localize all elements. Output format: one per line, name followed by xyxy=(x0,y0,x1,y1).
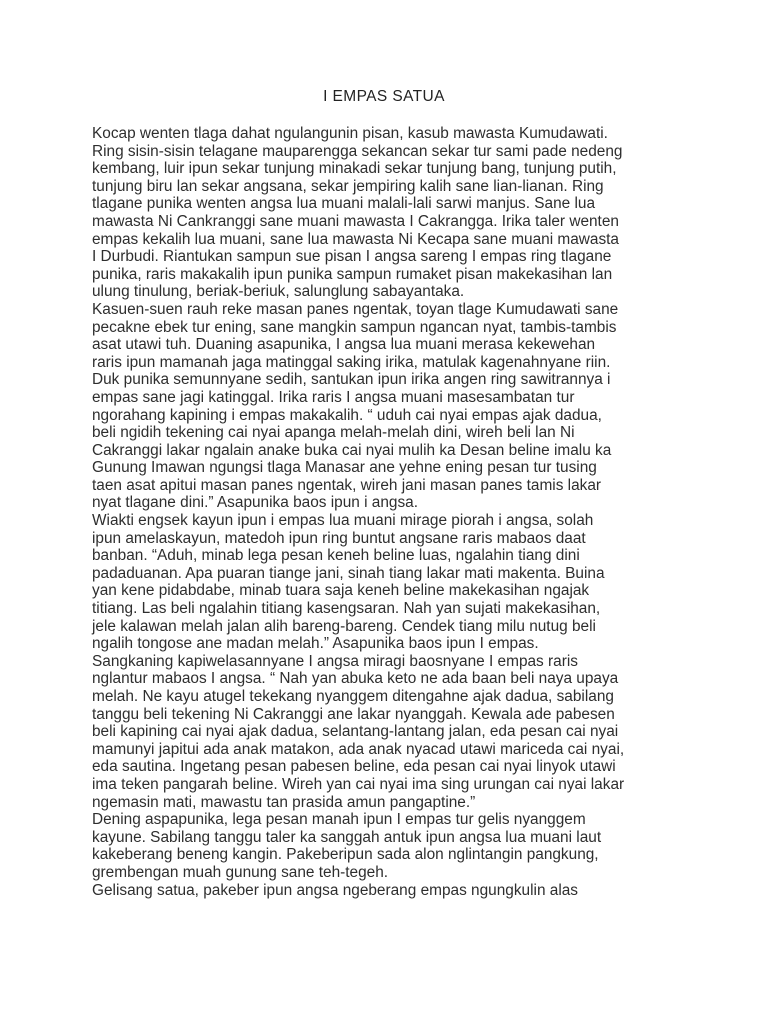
text-line: Sangkaning kapiwelasannyane I angsa miragi baosnyane I empas raris xyxy=(92,652,578,670)
text-line: pecakne ebek tur ening, sane mangkin sampun ngancan nyat, tambis-tambis xyxy=(92,318,617,336)
text-line: tanggu beli tekening Ni Cakranggi ane lakar nyanggah. Kewala ade pabesen xyxy=(92,705,615,723)
text-line: asat utawi tuh. Duaning asapunika, I angsa lua muani merasa kekewehan xyxy=(92,336,596,354)
text-line: empas kekalih lua muani, sane lua mawasta Ni Kecapa sane muani mawasta xyxy=(92,230,619,248)
document-title: I EMPAS SATUA xyxy=(323,88,445,105)
text-line: ngalih tongose ane madan melah.” Asapunika baos ipun I empas. xyxy=(92,635,539,653)
text-line: tlagane punika wenten angsa lua muani malali-lali sarwi manjus. Sane lua xyxy=(92,195,596,213)
text-line: I Durbudi. Riantukan sampun sue pisan I angsa sareng I empas ring tlagane xyxy=(92,248,612,266)
text-line: kembang, luir ipun sekar tunjung minakadi sekar tunjung bang, tunjung putih, xyxy=(92,160,617,178)
document-body xyxy=(92,125,732,899)
text-line: ngorahang kapining i empas makakalih. “ uduh cai nyai empas ajak dadua, xyxy=(92,406,602,424)
text-line: taen asat apitui masan panes ngentak, wireh jani masan panes tamis lakar xyxy=(92,476,602,494)
text-line: yan kene pidabdabe, minab tuara saja keneh beline makekasihan ngajak xyxy=(92,582,590,600)
text-line: ulung tinulung, beriak-beriuk, salunglung sabayantaka. xyxy=(92,283,465,301)
text-line: Wiakti engsek kayun ipun i empas lua muani mirage piorah i angsa, solah xyxy=(92,512,594,530)
text-line: nglantur mabaos I angsa. “ Nah yan abuka keto ne ada baan beli naya upaya xyxy=(92,670,619,688)
text-line: Kasuen-suen rauh reke masan panes ngentak, toyan tlage Kumudawati sane xyxy=(92,300,619,318)
text-line: beli kapining cai nyai ajak dadua, selantang-lantang jalan, eda pesan cai nyai xyxy=(92,723,619,741)
text-line: ipun amelaskayun, matedoh ipun ring buntut angsane raris mabaos daat xyxy=(92,529,586,547)
text-line: ngemasin mati, mawastu tan prasida amun pangaptine.” xyxy=(92,793,476,811)
text-line: raris ipun mamanah jaga matinggal saking irika, matulak kagenahnyane riin. xyxy=(92,353,611,371)
text-line: mamunyi japitui ada anak matakon, ada anak nyacad utawi mariceda cai nyai, xyxy=(92,740,625,758)
text-line: Gelisang satua, pakeber ipun angsa ngeberang empas ngungkulin alas xyxy=(92,881,579,899)
text-line: eda sautina. Ingetang pesan pabesen beline, eda pesan cai nyai linyok utawi xyxy=(92,758,616,776)
text-line: jele kalawan melah jalan alih bareng-bareng. Cendek tiang milu nutug beli xyxy=(92,617,596,635)
text-line: melah. Ne kayu atugel tekekang nyanggem ditengahne ajak dadua, sabilang xyxy=(92,688,614,705)
text-line: grembengan muah gunung sane teh-tegeh. xyxy=(92,863,389,881)
text-line: Gunung Imawan ngungsi tlaga Manasar ane yehne ening pesan tur tusing xyxy=(92,459,597,477)
text-line: Ring sisin-sisin telagane mauparengga sekancan sekar tur sami pade nedeng xyxy=(92,142,623,160)
text-line: empas sane jagi katinggal. Irika raris I angsa muani masesambatan tur xyxy=(92,388,575,406)
text-line: banban. “Aduh, minab lega pesan keneh beline luas, ngalahin tiang dini xyxy=(92,547,580,565)
text-line: Kocap wenten tlaga dahat ngulangunin pisan, kasub mawasta Kumudawati. xyxy=(92,125,608,142)
text-line: mawasta Ni Cankranggi sane muani mawasta I Cakrangga. Irika taler wenten xyxy=(92,212,619,230)
text-line: Dening aspapunika, lega pesan manah ipun I empas tur gelis nyanggem xyxy=(92,811,586,829)
text-line: padaduanan. Apa puaran tiange jani, sinah tiang lakar mati makenta. Buina xyxy=(92,564,605,582)
text-line: titiang. Las beli ngalahin titiang kasengsaran. Nah yan sujati makekasihan, xyxy=(92,600,601,618)
text-line: punika, raris makakalih ipun punika sampun rumaket pisan makekasihan lan xyxy=(92,265,613,283)
text-line: nyat tlagane dini.” Asapunika baos ipun i angsa. xyxy=(92,494,418,512)
text-line: tunjung biru lan sekar angsana, sekar jempiring kalih sane lian-lianan. Ring xyxy=(92,177,604,195)
text-line: kakeberang beneng kangin. Pakeberipun sada alon nglintangin pangkung, xyxy=(92,846,599,864)
text-line: kayune. Sabilang tanggu taler ka sanggah antuk ipun angsa lua muani laut xyxy=(92,828,602,846)
text-line: Cakranggi lakar ngalain anake buka cai nyai mulih ka Desan beline imalu ka xyxy=(92,441,612,459)
text-line: Duk punika semunnyane sedih, santukan ipun irika angen ring sawitrannya i xyxy=(92,371,611,389)
text-line: beli ngidih tekening cai nyai apanga melah-melah dini, wireh beli lan Ni xyxy=(92,424,575,442)
text-line: ima teken pangarah beline. Wireh yan cai nyai ima sing urungan cai nyai lakar xyxy=(92,775,625,793)
